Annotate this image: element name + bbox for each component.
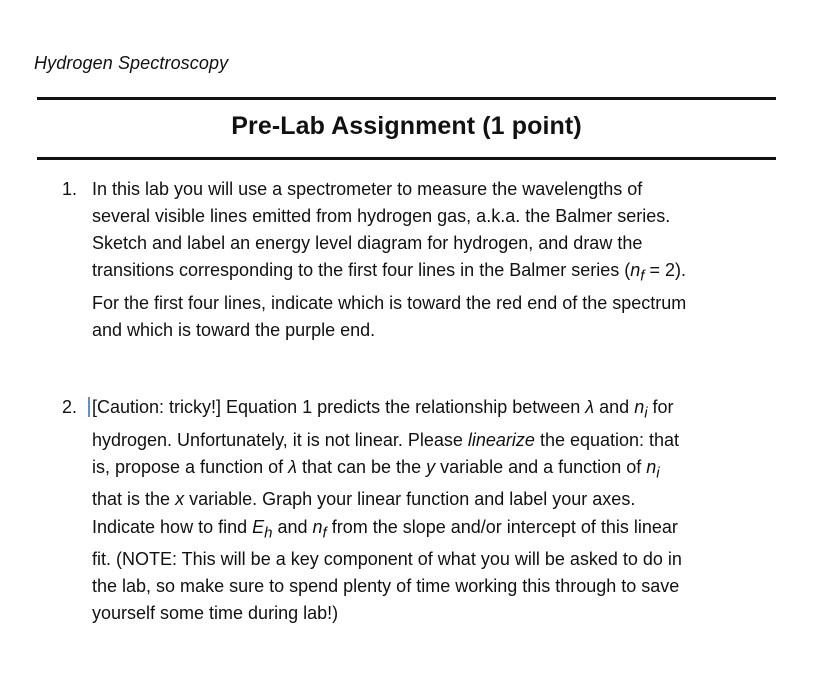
question-text-segment: the equation: that: [534, 429, 680, 450]
question-2: [62, 394, 792, 628]
symbol-x: x: [175, 489, 185, 510]
question-text-segment: transitions corresponding to the first four lines in the Balmer series (: [92, 260, 631, 281]
nf-value: = 2).: [644, 260, 686, 281]
symbol-y: y: [426, 456, 436, 477]
symbol-lambda: λ: [288, 456, 297, 477]
question-text-segment: and: [594, 397, 635, 417]
question-text-line: [92, 486, 792, 513]
question-text-line: several visible lines emitted from hydrogen gas, a.k.a. the Balmer series.: [92, 206, 671, 227]
symbol-n: n: [630, 260, 641, 281]
question-text-segment: from the slope and/or intercept of this linear: [326, 516, 678, 537]
symbol-n: n: [646, 456, 657, 477]
question-text-segment: Indicate how to find: [92, 516, 253, 537]
subscript-i: i: [644, 404, 648, 422]
bottom-divider: [37, 157, 776, 160]
text-cursor: [88, 397, 90, 417]
question-text-segment: for: [647, 397, 674, 417]
question-text-segment: and: [272, 516, 313, 537]
symbol-n: n: [312, 516, 323, 537]
question-text-line: For the first four lines, indicate which is toward the red end of the spectrum: [92, 292, 687, 313]
question-text-segment: [Caution: tricky!] Equation 1 predicts the relationship between: [92, 397, 586, 417]
question-text-line: the lab, so make sure to spend plenty of time working this through to save: [92, 576, 680, 597]
page-title: Pre-Lab Assignment (1 point): [231, 112, 582, 140]
subscript-f: f: [322, 524, 327, 542]
question-text-line: yourself some time during lab!): [92, 603, 339, 624]
question-text-segment: hydrogen. Unfortunately, it is not linear. Please: [92, 429, 468, 450]
question-text-line: Sketch and label an energy level diagram for hydrogen, and draw the: [92, 233, 643, 254]
question-number: 1.: [62, 179, 78, 199]
question-text-segment: that can be the: [296, 456, 427, 477]
question-text-segment: variable. Graph your linear function and label your axes.: [184, 489, 636, 510]
subscript-f: f: [640, 267, 645, 285]
question-text-line: [92, 257, 792, 290]
question-text-line: [92, 394, 792, 427]
symbol-E: E: [252, 516, 265, 537]
top-divider: [37, 97, 776, 100]
question-text-line: In this lab you will use a spectrometer to measure the wavelengths of: [92, 179, 643, 199]
question-text-line: [92, 454, 792, 487]
question-number: 2.: [62, 397, 78, 417]
question-text-line: [92, 427, 792, 454]
question-text-line: and which is toward the purple end.: [92, 320, 376, 341]
subscript-h: h: [264, 524, 273, 542]
symbol-n: n: [634, 397, 645, 417]
question-1: [62, 176, 792, 344]
question-text-segment: is, propose a function of: [92, 456, 289, 477]
subscript-i: i: [656, 464, 660, 482]
question-text-line: fit. (NOTE: This will be a key component of what you will be asked to do in: [92, 549, 682, 570]
symbol-lambda: λ: [585, 397, 595, 417]
question-text-line: [92, 514, 792, 547]
document-header: Hydrogen Spectroscopy: [34, 53, 229, 73]
question-text-segment: variable and a function of: [435, 456, 647, 477]
emphasis-linearize: linearize: [467, 429, 535, 450]
question-text-segment: that is the: [92, 489, 176, 510]
